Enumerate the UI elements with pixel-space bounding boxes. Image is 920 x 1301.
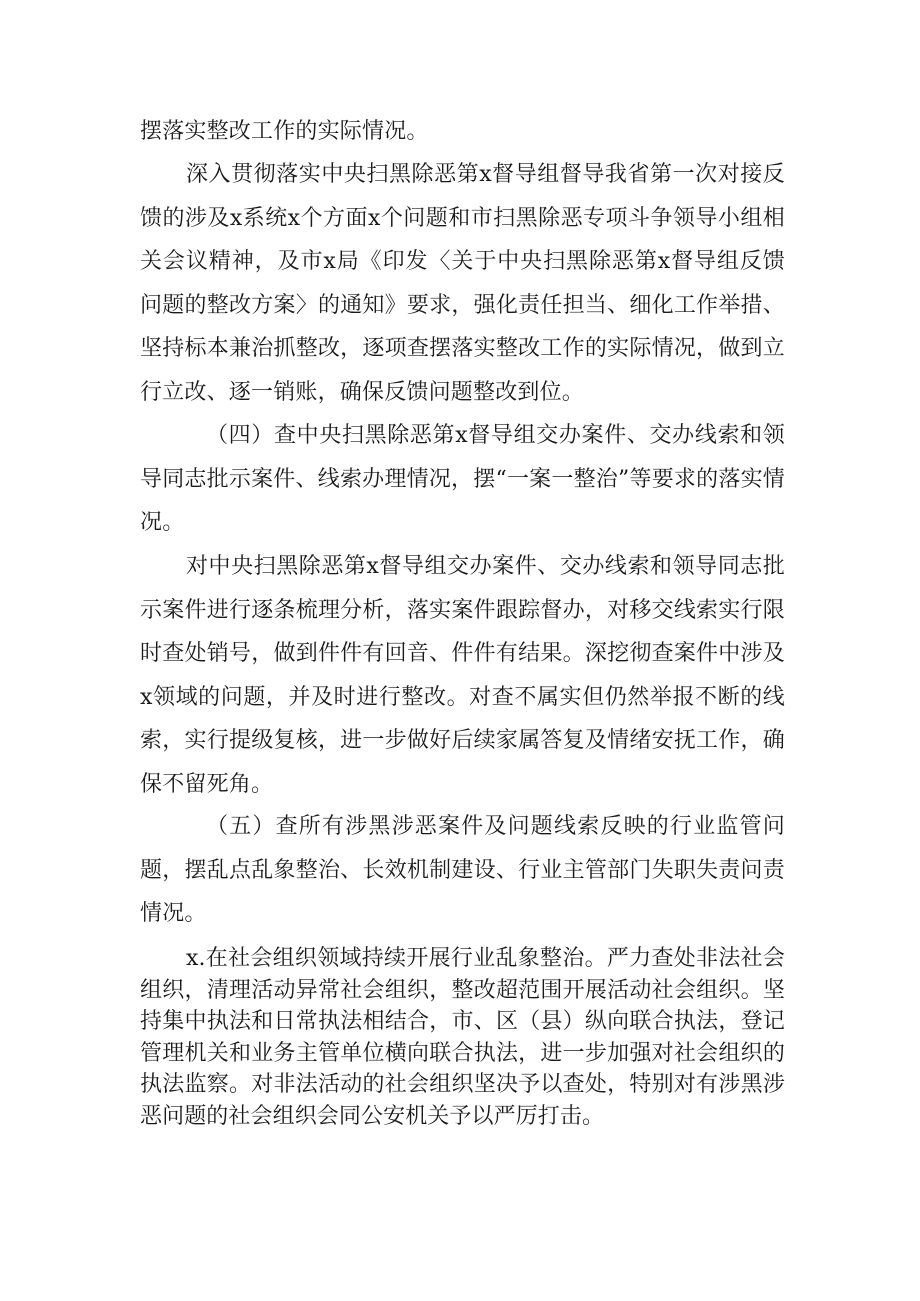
section-heading-5: （五）查所有涉黑涉恶案件及问题线索反映的行业监管问题，摆乱点乱象整治、长效机制建设、行业主管部门失职失责问责情况。: [140, 814, 785, 927]
paragraph-continuation: 摆落实整改工作的实际情况。: [140, 119, 429, 144]
paragraph-social-organizations: x.在社会组织领域持续开展行业乱象整治。严力查处非法社会组织，清理活动异常社会组织，整改超范围开展活动社会组织。坚持集中执法和日常执法相结合，市、区（县）纵向联合执法，登记管理机关和业务主管单位横向联合执法，进一步加强对社会组织的执法监察。对非法活动的社会组织坚决予以查处，特别对有涉黑涉恶问题的社会组织会同公安机关予以严厉打击。: [140, 946, 785, 1129]
section-heading-4: （四）查中央扫黑除恶第x督导组交办案件、交办线索和领导同志批示案件、线索办理情况，摆“一案一整治”等要求的落实情况。: [140, 423, 785, 536]
paragraph-implementation: 深入贯彻落实中央扫黑除恶第x督导组督导我省第一次对接反馈的涉及x系统x个方面x个问题和市扫黑除恶专项斗争领导小组相关会议精神，及市x局《印发〈关于中央扫黑除恶第x督导组反馈问题的整改方案〉的通知》要求，强化责任担当、细化工作举措、坚持标本兼治抓整改，逐项查摆落实整改工作的实际情况，做到立行立改、逐一销账，确保反馈问题整改到位。: [140, 162, 785, 405]
paragraph-case-handling: 对中央扫黑除恶第x督导组交办案件、交办线索和领导同志批示案件进行逐条梳理分析，落实案件跟踪督办，对移交线索实行限时查处销号，做到件件有回音、件件有结果。深挖彻查案件中涉及x领域的问题，并及时进行整改。对查不属实但仍然举报不断的线索，实行提级复核，进一步做好后续家属答复及情绪安抚工作，确保不留死角。: [140, 554, 785, 797]
